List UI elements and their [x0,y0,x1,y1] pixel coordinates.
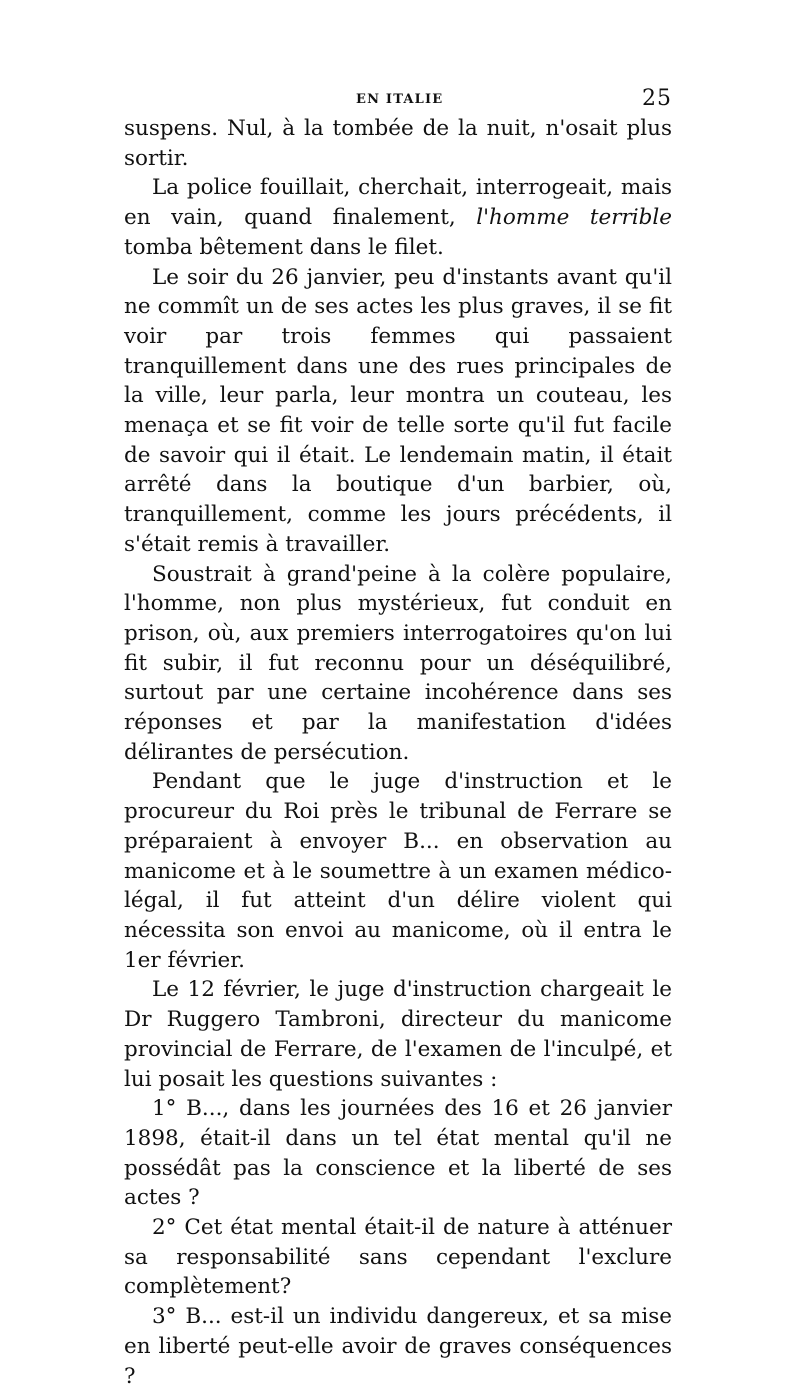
paragraph-1: suspens. Nul, à la tombée de la nuit, n'osait plus sortir. [124,116,672,171]
question-3: 3° B... est-il un individu dangereux, et sa mise en liberté peut-elle avoir de graves conséquences ? [124,1304,672,1389]
paragraph-5: Pendant que le juge d'instruction et le procureur du Roi près le tribunal de Ferrare se préparaient à envoyer B... en observation au manicome et à le soumettre à un examen médico-légal, il fut atteint d'un délire violent qui nécessita son envoi au manicome, où il entra le 1er février. [124,769,672,973]
paragraph-3: Le soir du 26 janvier, peu d'instants avant qu'il ne commît un de ses actes les plus graves, il se fit voir par trois femmes qui passaient tranquillement dans une des rues principales de la ville, leur parla, leur montra un couteau, les menaça et se fit voir de telle sorte qu'il fut facile de savoir qui il était. Le lendemain matin, il était arrêté dans la boutique d'un barbier, où, tranquillement, comme les jours précédents, il s'était remis à travailler. [124,264,672,557]
question-1: 1° B..., dans les journées des 16 et 26 janvier 1898, était-il dans un tel état mental qu'il ne possédât pas la conscience et la liberté de ses actes ? [124,1096,672,1211]
paragraph-2-end: tomba bêtement dans le filet. [124,234,444,260]
paragraph-4: Soustrait à grand'peine à la colère populaire, l'homme, non plus mystérieux, fut conduit en prison, où, aux premiers interrogatoires qu'on lui fit subir, il fut reconnu pour un déséquilibré, surtout par une certaine incohérence dans ses réponses et par la manifestation d'idées délirantes de persécution. [124,561,672,765]
running-header [124,84,672,114]
paragraph-2-start: La police fouillait, cherchait, interrogeait, mais en vain, quand finalement, [124,175,672,231]
book-page [124,84,672,1391]
body-text [124,114,672,1391]
page-number: 25 [642,86,672,111]
paragraph-2 [124,173,672,262]
question-2: 2° Cet état mental était-il de nature à atténuer sa responsabilité sans cependant l'exclure complètement? [124,1215,672,1300]
emphasis-text: l'homme terrible [476,205,672,231]
paragraph-6: Le 12 février, le juge d'instruction chargeait le Dr Ruggero Tambroni, directeur du manicome provincial de Ferrare, de l'examen de l'inculpé, et lui posait les questions suivantes : [124,977,672,1092]
running-title: EN ITALIE [356,92,444,107]
